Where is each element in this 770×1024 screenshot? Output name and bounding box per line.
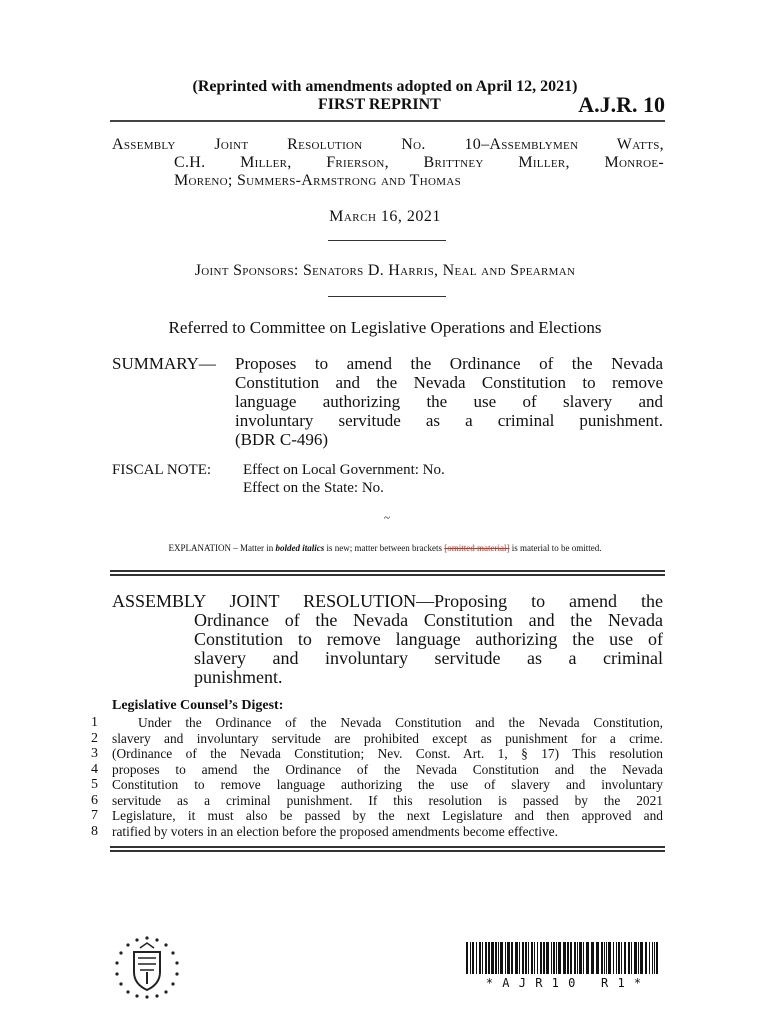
summary-line: Constitution and the Nevada Constitution to remove (235, 373, 663, 392)
summary-line: Proposes to amend the Ordinance of the Nevada (235, 354, 663, 373)
resolution-title (112, 592, 663, 687)
summary-line: language authorizing the use of slavery and (235, 392, 663, 411)
resolution-line: ASSEMBLY JOINT RESOLUTION—Proposing to amend the (112, 591, 663, 611)
summary-text (235, 354, 663, 449)
first-reprint-label: FIRST REPRINT (318, 96, 441, 113)
introduced-date: March 16, 2021 (329, 208, 441, 225)
explanation-omitted: [omitted material] (444, 543, 510, 553)
line-number: 4 (91, 761, 98, 777)
summary-line: involuntary servitude as a criminal punishment. (235, 411, 663, 430)
nevada-state-seal-icon (112, 934, 182, 1000)
fiscal-note-label: FISCAL NOTE: (112, 462, 212, 478)
digest-title: Legislative Counsel’s Digest: (112, 698, 284, 713)
digest-line: servitude as a criminal punishment. If this resolution is passed by the 2021 (112, 792, 663, 808)
resolution-line: Ordinance of the Nevada Constitution and the Nevada (194, 610, 663, 630)
digest-text (112, 715, 663, 839)
line-numbers (86, 715, 98, 839)
explanation-bolded: bolded italics (275, 543, 325, 553)
resolution-line: Constitution to remove language authorizing the use of (194, 629, 663, 649)
joint-sponsors: Joint Sponsors: Senators D. Harris, Neal and Spearman (194, 262, 576, 279)
header-rule (110, 120, 665, 122)
barcode-icon (466, 942, 662, 974)
resolution-line: slavery and involuntary servitude as a criminal (194, 648, 663, 668)
line-number: 2 (91, 730, 98, 746)
double-rule (110, 846, 665, 852)
sponsors-line: Moreno; Summers-Armstrong and Thomas (174, 172, 461, 189)
digest-line: (Ordinance of the Nevada Constitution; Nev. Const. Art. 1, § 17) This resolution (112, 746, 663, 761)
sponsors-block (112, 136, 664, 190)
explanation-pre: EXPLANATION – Matter in (168, 543, 276, 553)
line-number: 7 (91, 808, 98, 823)
line-number: 3 (91, 746, 98, 761)
sponsors-line: C.H. Miller, Frierson, Brittney Miller, Monroe- (174, 154, 664, 171)
digest-line: Constitution to remove language authorizing the use of slavery and involuntary (112, 777, 663, 792)
tilde-separator: ~ (384, 512, 390, 524)
line-number: 1 (91, 715, 98, 730)
digest-line: slavery and involuntary servitude are prohibited except as punishment for a crime. (112, 730, 663, 746)
explanation-note (0, 543, 770, 553)
digest-line: Under the Ordinance of the Nevada Constitution and the Nevada Constitution, (138, 715, 663, 730)
explanation-post: is material to be omitted. (509, 543, 602, 553)
explanation-mid: is new; matter between brackets (324, 543, 445, 553)
resolution-line: punishment. (194, 667, 283, 687)
committee-referral: Referred to Committee on Legislative Operations and Elections (168, 318, 602, 337)
line-number: 8 (91, 823, 98, 839)
digest-line: proposes to amend the Ordinance of the Nevada Constitution and the Nevada (112, 761, 663, 777)
reprint-note: (Reprinted with amendments adopted on April 12, 2021) (192, 78, 578, 95)
summary-label: SUMMARY— (112, 354, 216, 373)
barcode-label: * A J R 1 0 R 1 * (485, 976, 643, 990)
sponsors-line: Assembly Joint Resolution No. 10–Assemblymen Watts, (112, 136, 664, 153)
digest-line: ratified by voters in an election before the proposed amendments become effective. (112, 823, 558, 839)
digest-line: Legislature, it must also be passed by the next Legislature and then approved and (112, 808, 663, 823)
divider-short (328, 296, 446, 297)
summary-line: (BDR C-496) (235, 430, 329, 449)
bill-id: A.J.R. 10 (578, 92, 665, 117)
divider-short (328, 240, 446, 241)
fiscal-state: Effect on the State: No. (243, 480, 384, 496)
line-number: 6 (91, 792, 98, 808)
double-rule (110, 570, 665, 576)
fiscal-local: Effect on Local Government: No. (243, 462, 445, 478)
line-number: 5 (91, 777, 98, 792)
